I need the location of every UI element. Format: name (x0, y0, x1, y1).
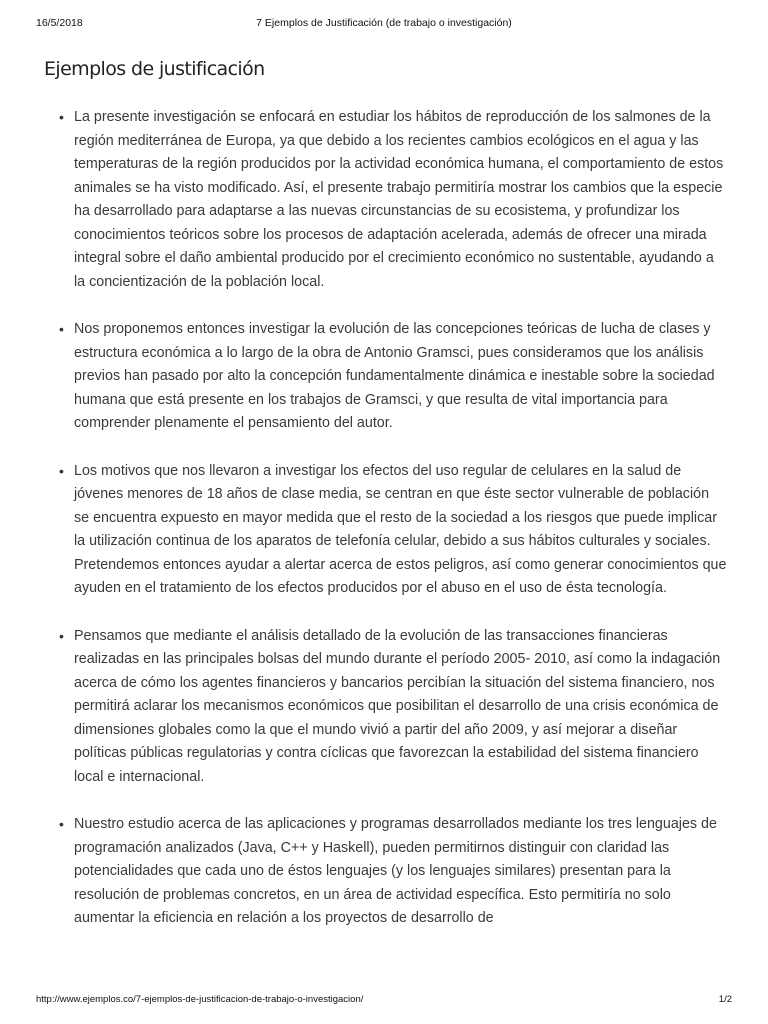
list-item-text: La presente investigación se enfocará en estudiar los hábitos de reproducción de los salmones de la región mediterránea de Europa, ya que debido a los recientes cambios ecológicos en el agua y las temperaturas de la región producidos por la actividad económica humana, el comportamiento de estos animales se ha visto modificado. Así, el presente trabajo permitiría mostrar los cambios que la especie ha desarrollado para adaptarse a las nuevas circunstancias de su ecosistema, y profundizar los conocimientos teóricos sobre los procesos de adaptación acelerada, además de ofrecer una mirada integral sobre el daño ambiental producido por el crecimiento económico no sustentable, ayudando a la concientización de la población local. (74, 109, 724, 290)
list-item-text: Pensamos que mediante el análisis detallado de la evolución de las transacciones financieras realizadas en las principales bolsas del mundo durante el período 2005- 2010, así como la indagación acerca de cómo los agentes financieros y bancarios percibían la situación del sistema financiero, nos permitirá aclarar los mecanismos económicos que posibilitan el desarrollo de una crisis económica de dimensiones globales como la que el mundo vivió a partir del año 2009, y así mejorar a diseñar políticas públicas regulatorias y contra cíclicas que favorezcan la estabilidad del sistema financiero local e internacional. (74, 627, 721, 785)
bullet-icon: • (59, 462, 64, 479)
page-url: http://www.ejemplos.co/7-ejemplos-de-justificacion-de-trabajo-o-investigacion/ (36, 994, 364, 1005)
list-item-text: Los motivos que nos llevaron a investigar los efectos del uso regular de celulares en la salud de jóvenes menores de 18 años de clase media, se centran en que éste sector vulnerable de población se encuentra expuesto en mayor medida que el resto de la sociedad a los riesgos que puede implicar la utilización continua de los aparatos de telefonía celular, debido a sus hábitos culturales y sociales. Pretendemos entonces ayudar a alertar acerca de estos peligros, así como generar conocimientos que ayuden en el tratamiento de los efectos producidos por el abuso en el uso de ésta tecnología. (74, 462, 727, 596)
list-item-gramsci (0, 318, 768, 436)
document-title: 7 Ejemplos de Justificación (de trabajo o investigación) (256, 17, 512, 29)
print-footer (36, 994, 732, 1008)
bullet-icon: • (59, 109, 64, 125)
list-item-celulares (0, 460, 768, 601)
list-item-text: Nuestro estudio acerca de las aplicaciones y programas desarrollados mediante los tres lenguajes de programación analizados (Java, C++ y Haskell), pueden permitirnos distinguir con claridad las potencialidades que cada uno de éstos lenguajes (y los lenguajes similares) presentan para la resolución de problemas concretos, en un área de actividad específica. Esto permitiría no solo aumentar la eficiencia en relación a los proyectos de desarrollo de (74, 816, 717, 926)
list-item-salmon (0, 106, 768, 294)
list-item-finanzas (0, 625, 768, 790)
bullet-icon: • (59, 627, 64, 644)
print-date: 16/5/2018 (36, 17, 83, 29)
justification-examples-list (0, 106, 768, 955)
list-item-text: Nos proponemos entonces investigar la evolución de las concepciones teóricas de lucha de clases y estructura económica a lo largo de la obra de Antonio Gramsci, pues consideramos que los análisis previos han pasado por alto la concepción fundamentalmente dinámica e inestable sobre la sociedad humana que está presente en los trabajos de Gramsci, y que resulta de vital importancia para comprender plenamente el pensamiento del autor. (74, 321, 715, 431)
page-heading: Ejemplos de justificación (44, 58, 265, 80)
print-header (36, 17, 732, 31)
bullet-icon: • (59, 321, 64, 337)
page-number: 1/2 (718, 994, 732, 1005)
bullet-icon: • (59, 816, 64, 832)
list-item-lenguajes (0, 813, 768, 931)
